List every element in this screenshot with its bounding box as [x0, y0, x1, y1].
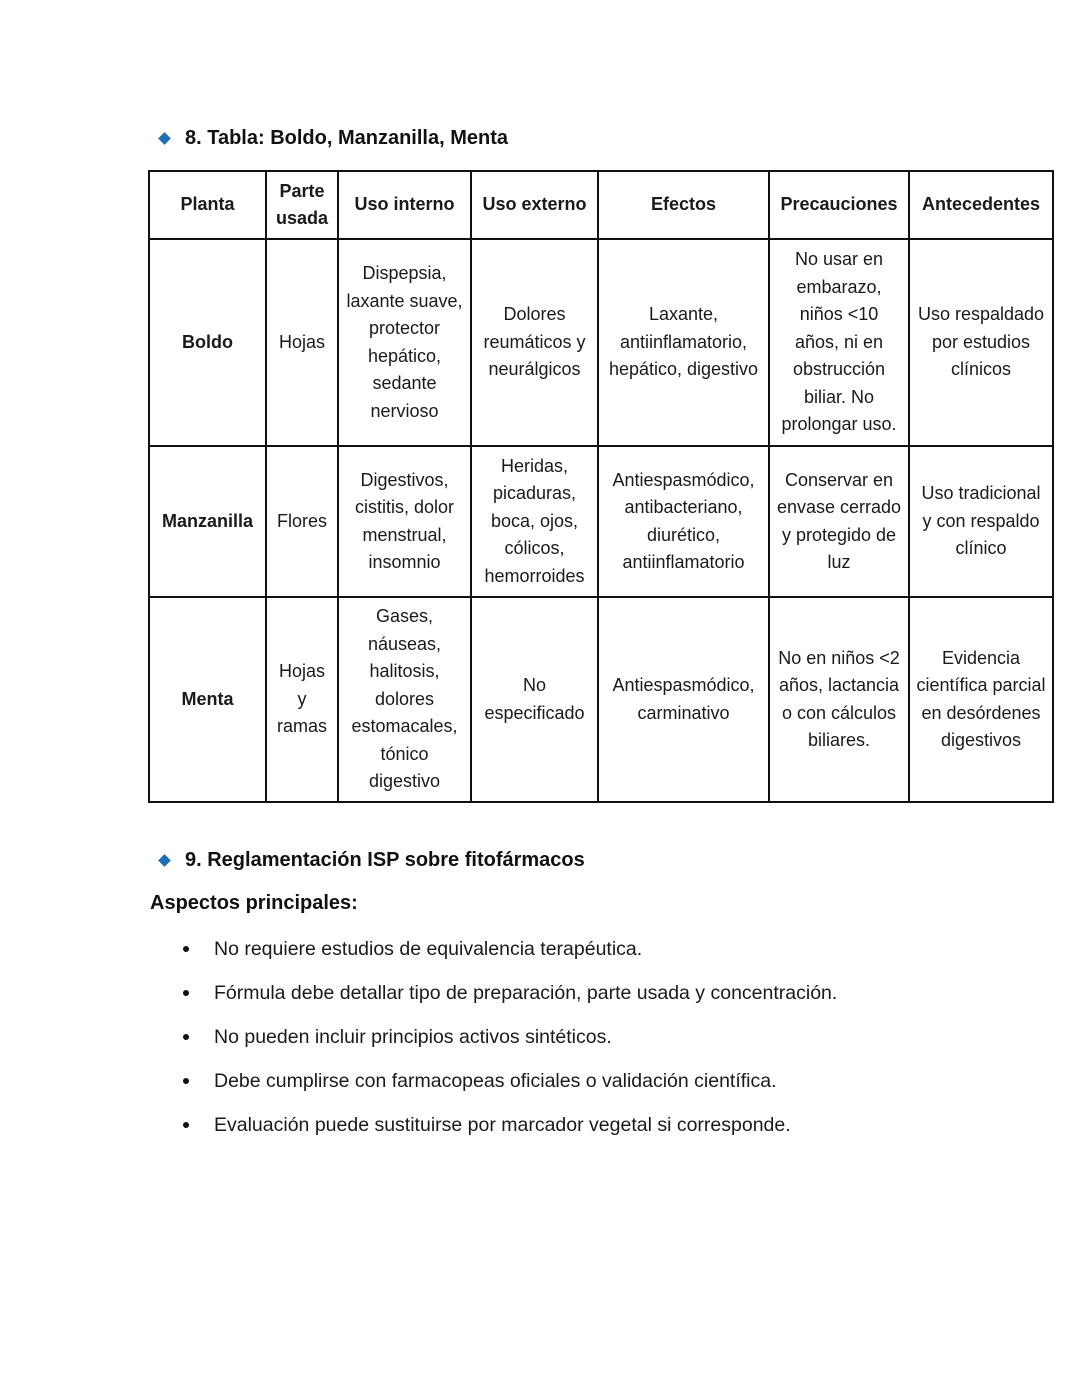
list-item: [150, 1110, 837, 1154]
list-item: [150, 934, 837, 978]
bullet-dot-icon: [183, 1122, 189, 1128]
bullet-dot-icon: [183, 946, 189, 952]
cell-uso-interno: Gases, náuseas, halitosis, dolores estomacales, tónico digestivo: [338, 597, 471, 802]
header-precauciones: Precauciones: [769, 171, 909, 239]
section-9-title: 9. Reglamentación ISP sobre fitofármacos: [185, 849, 585, 871]
section-9-heading: [157, 849, 585, 872]
cell-uso-externo: Dolores reumáticos y neurálgicos: [471, 239, 598, 446]
cell-uso-externo: Heridas, picaduras, boca, ojos, cólicos, hemorroides: [471, 446, 598, 597]
table-header-row: [149, 171, 1053, 239]
cell-precauciones: No usar en embarazo, niños <10 años, ni en obstrucción biliar. No prolongar uso.: [769, 239, 909, 446]
section-8-heading: [157, 127, 508, 150]
header-planta: Planta: [149, 171, 266, 239]
cell-precauciones: Conservar en envase cerrado y protegido de luz: [769, 446, 909, 597]
bullet-dot-icon: [183, 1034, 189, 1040]
cell-planta: Menta: [149, 597, 266, 802]
cell-uso-interno: Dispepsia, laxante suave, protector hepático, sedante nervioso: [338, 239, 471, 446]
cell-efectos: Laxante, antiinflamatorio, hepático, digestivo: [598, 239, 769, 446]
cell-precauciones: No en niños <2 años, lactancia o con cálculos biliares.: [769, 597, 909, 802]
list-item-text: Fórmula debe detallar tipo de preparación, parte usada y concentración.: [214, 982, 838, 1004]
list-item: [150, 978, 837, 1022]
list-item-text: No pueden incluir principios activos sintéticos.: [214, 1026, 612, 1048]
list-item: [150, 1066, 837, 1110]
cell-planta: Manzanilla: [149, 446, 266, 597]
table-row: [149, 446, 1053, 597]
cell-antecedentes: Uso tradicional y con respaldo clínico: [909, 446, 1053, 597]
list-item-text: Evaluación puede sustituirse por marcador vegetal si corresponde.: [214, 1114, 791, 1136]
aspects-list: [150, 934, 837, 1154]
header-efectos: Efectos: [598, 171, 769, 239]
table-row: [149, 597, 1053, 802]
cell-parte-usada: Flores: [266, 446, 338, 597]
aspects-subheading: Aspectos principales:: [150, 892, 358, 914]
list-item: [150, 1022, 837, 1066]
cell-uso-interno: Digestivos, cistitis, dolor menstrual, insomnio: [338, 446, 471, 597]
cell-efectos: Antiespasmódico, carminativo: [598, 597, 769, 802]
header-uso-interno: Uso interno: [338, 171, 471, 239]
cell-planta: Boldo: [149, 239, 266, 446]
table-row: [149, 239, 1053, 446]
cell-uso-externo: No especificado: [471, 597, 598, 802]
bullet-dot-icon: [183, 990, 189, 996]
cell-parte-usada: Hojas y ramas: [266, 597, 338, 802]
list-item-text: No requiere estudios de equivalencia terapéutica.: [214, 938, 643, 960]
diamond-bullet-icon: [158, 132, 171, 145]
list-item-text: Debe cumplirse con farmacopeas oficiales o validación científica.: [214, 1070, 777, 1092]
cell-antecedentes: Uso respaldado por estudios clínicos: [909, 239, 1053, 446]
header-antecedentes: Antecedentes: [909, 171, 1053, 239]
section-8-title: 8. Tabla: Boldo, Manzanilla, Menta: [185, 127, 508, 149]
bullet-dot-icon: [183, 1078, 189, 1084]
diamond-bullet-icon: [158, 854, 171, 867]
plants-table: [148, 170, 1054, 803]
cell-efectos: Antiespasmódico, antibacteriano, diurético, antiinflamatorio: [598, 446, 769, 597]
header-parte-usada: Parte usada: [266, 171, 338, 239]
header-uso-externo: Uso externo: [471, 171, 598, 239]
cell-antecedentes: Evidencia científica parcial en desórdenes digestivos: [909, 597, 1053, 802]
cell-parte-usada: Hojas: [266, 239, 338, 446]
